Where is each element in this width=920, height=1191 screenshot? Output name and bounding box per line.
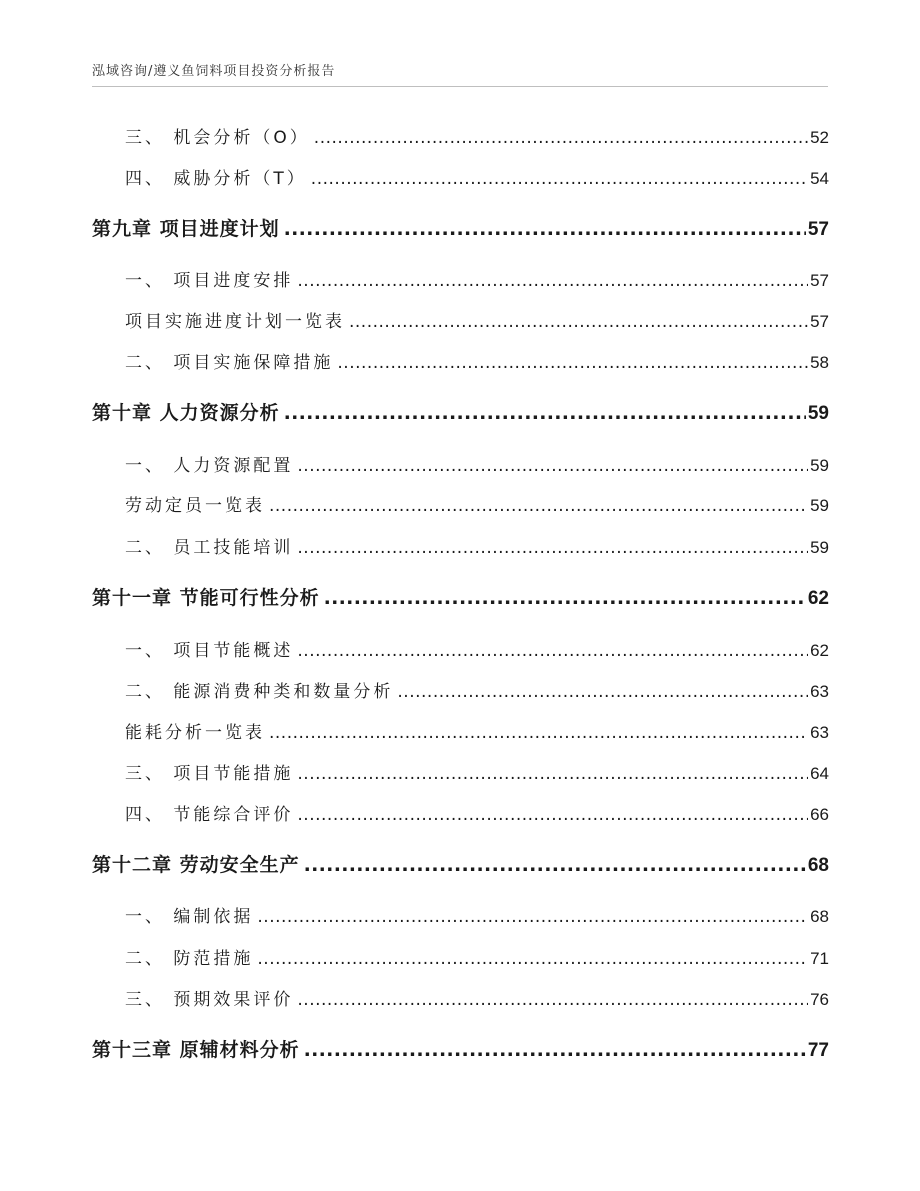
toc-chapter-10[interactable]: [92, 398, 829, 425]
toc-leader-dots: [397, 682, 808, 702]
toc-entry-opportunity-analysis[interactable]: [92, 123, 829, 148]
toc-chapter-label: 第十三章 原辅材料分析: [92, 1039, 300, 1061]
toc-page-number: 68: [810, 907, 829, 926]
toc-leader-dots: [297, 764, 808, 784]
toc-leader-dots: [311, 169, 808, 189]
toc-page-number: 62: [807, 588, 829, 609]
toc-leader-dots: [297, 641, 808, 661]
toc-entry-label: 能耗分析一览表: [125, 723, 265, 743]
toc-leader-dots: [337, 353, 808, 373]
toc-leader-dots: [349, 312, 808, 332]
toc-entry-label: 二、 能源消费种类和数量分析: [125, 682, 394, 702]
toc-page-number: 64: [810, 764, 829, 783]
toc-entry-basis[interactable]: [92, 902, 829, 927]
toc-entry-label: 二、 员工技能培训: [125, 538, 294, 558]
toc-page-number: 59: [810, 538, 829, 557]
toc-page-number: 71: [810, 949, 829, 968]
toc-entry-prevention-measures[interactable]: [92, 944, 829, 969]
toc-leader-dots: [304, 854, 806, 876]
toc-leader-dots: [324, 587, 806, 609]
toc-leader-dots: [297, 990, 808, 1010]
toc-entry-skills-training[interactable]: [92, 533, 829, 558]
toc-page-number: 57: [810, 312, 829, 331]
toc-entry-label: 一、 项目节能概述: [125, 641, 294, 661]
toc-page-number: 52: [810, 128, 829, 147]
toc-entry-energy-consumption[interactable]: [92, 677, 829, 702]
toc-entry-energy-measures[interactable]: [92, 759, 829, 784]
toc-page-number: 63: [810, 682, 829, 701]
toc-entry-schedule-table[interactable]: [92, 307, 829, 332]
toc-leader-dots: [269, 723, 808, 743]
toc-page-number: 68: [807, 855, 829, 876]
toc-entry-label: 四、 威胁分析（T）: [125, 169, 307, 189]
toc-entry-label: 三、 预期效果评价: [125, 990, 294, 1010]
toc-chapter-11[interactable]: [92, 583, 829, 610]
toc-chapter-12[interactable]: [92, 850, 829, 877]
toc-entry-label: 劳动定员一览表: [125, 496, 265, 516]
toc-leader-dots: [284, 218, 806, 240]
running-header: 泓域咨询/遵义鱼饲料项目投资分析报告: [92, 64, 336, 79]
toc-entry-label: 一、 人力资源配置: [125, 456, 294, 476]
toc-leader-dots: [284, 402, 806, 424]
toc-page-number: 76: [810, 990, 829, 1009]
toc-page-number: 57: [810, 271, 829, 290]
toc-entry-progress-schedule[interactable]: [92, 266, 829, 291]
toc-page-number: 54: [810, 169, 829, 188]
toc-leader-dots: [297, 805, 808, 825]
toc-chapter-13[interactable]: [92, 1035, 829, 1062]
toc-entry-energy-evaluation[interactable]: [92, 800, 829, 825]
toc-entry-staffing-table[interactable]: [92, 491, 829, 516]
toc-chapter-label: 第十章 人力资源分析: [92, 402, 280, 424]
toc-entry-threat-analysis[interactable]: [92, 164, 829, 189]
toc-chapter-label: 第九章 项目进度计划: [92, 218, 280, 240]
toc-page-number: 62: [810, 641, 829, 660]
toc-leader-dots: [297, 538, 808, 558]
toc-entry-label: 一、 项目进度安排: [125, 271, 294, 291]
toc-page-number: 59: [810, 456, 829, 475]
toc-entry-label: 三、 项目节能措施: [125, 764, 294, 784]
toc-entry-label: 四、 节能综合评价: [125, 805, 294, 825]
toc-entry-energy-table[interactable]: [92, 718, 829, 743]
toc-leader-dots: [304, 1039, 806, 1061]
toc-page-number: 63: [810, 723, 829, 742]
toc-leader-dots: [297, 271, 808, 291]
toc-chapter-9[interactable]: [92, 214, 829, 241]
toc-leader-dots: [297, 456, 808, 476]
toc-entry-label: 项目实施进度计划一览表: [125, 312, 345, 332]
toc-entry-energy-overview[interactable]: [92, 636, 829, 661]
toc-leader-dots: [314, 128, 808, 148]
toc-chapter-label: 第十二章 劳动安全生产: [92, 854, 300, 876]
toc-page-number: 59: [807, 403, 829, 424]
toc-entry-implementation-guarantee[interactable]: [92, 348, 829, 373]
toc-entry-label: 一、 编制依据: [125, 907, 254, 927]
toc-page-number: 57: [807, 219, 829, 240]
toc-leader-dots: [269, 496, 808, 516]
toc-entry-label: 二、 防范措施: [125, 949, 254, 969]
toc-page-number: 58: [810, 353, 829, 372]
toc-page-number: 59: [810, 496, 829, 515]
toc-page-number: 66: [810, 805, 829, 824]
toc-entry-expected-effect[interactable]: [92, 985, 829, 1010]
toc-entry-label: 三、 机会分析（O）: [125, 128, 310, 148]
header-divider: [92, 86, 828, 87]
toc-entry-hr-allocation[interactable]: [92, 451, 829, 476]
toc-leader-dots: [257, 949, 808, 969]
toc-leader-dots: [257, 907, 808, 927]
toc-entry-label: 二、 项目实施保障措施: [125, 353, 334, 373]
toc-chapter-label: 第十一章 节能可行性分析: [92, 587, 320, 609]
toc-page-number: 77: [807, 1040, 829, 1061]
